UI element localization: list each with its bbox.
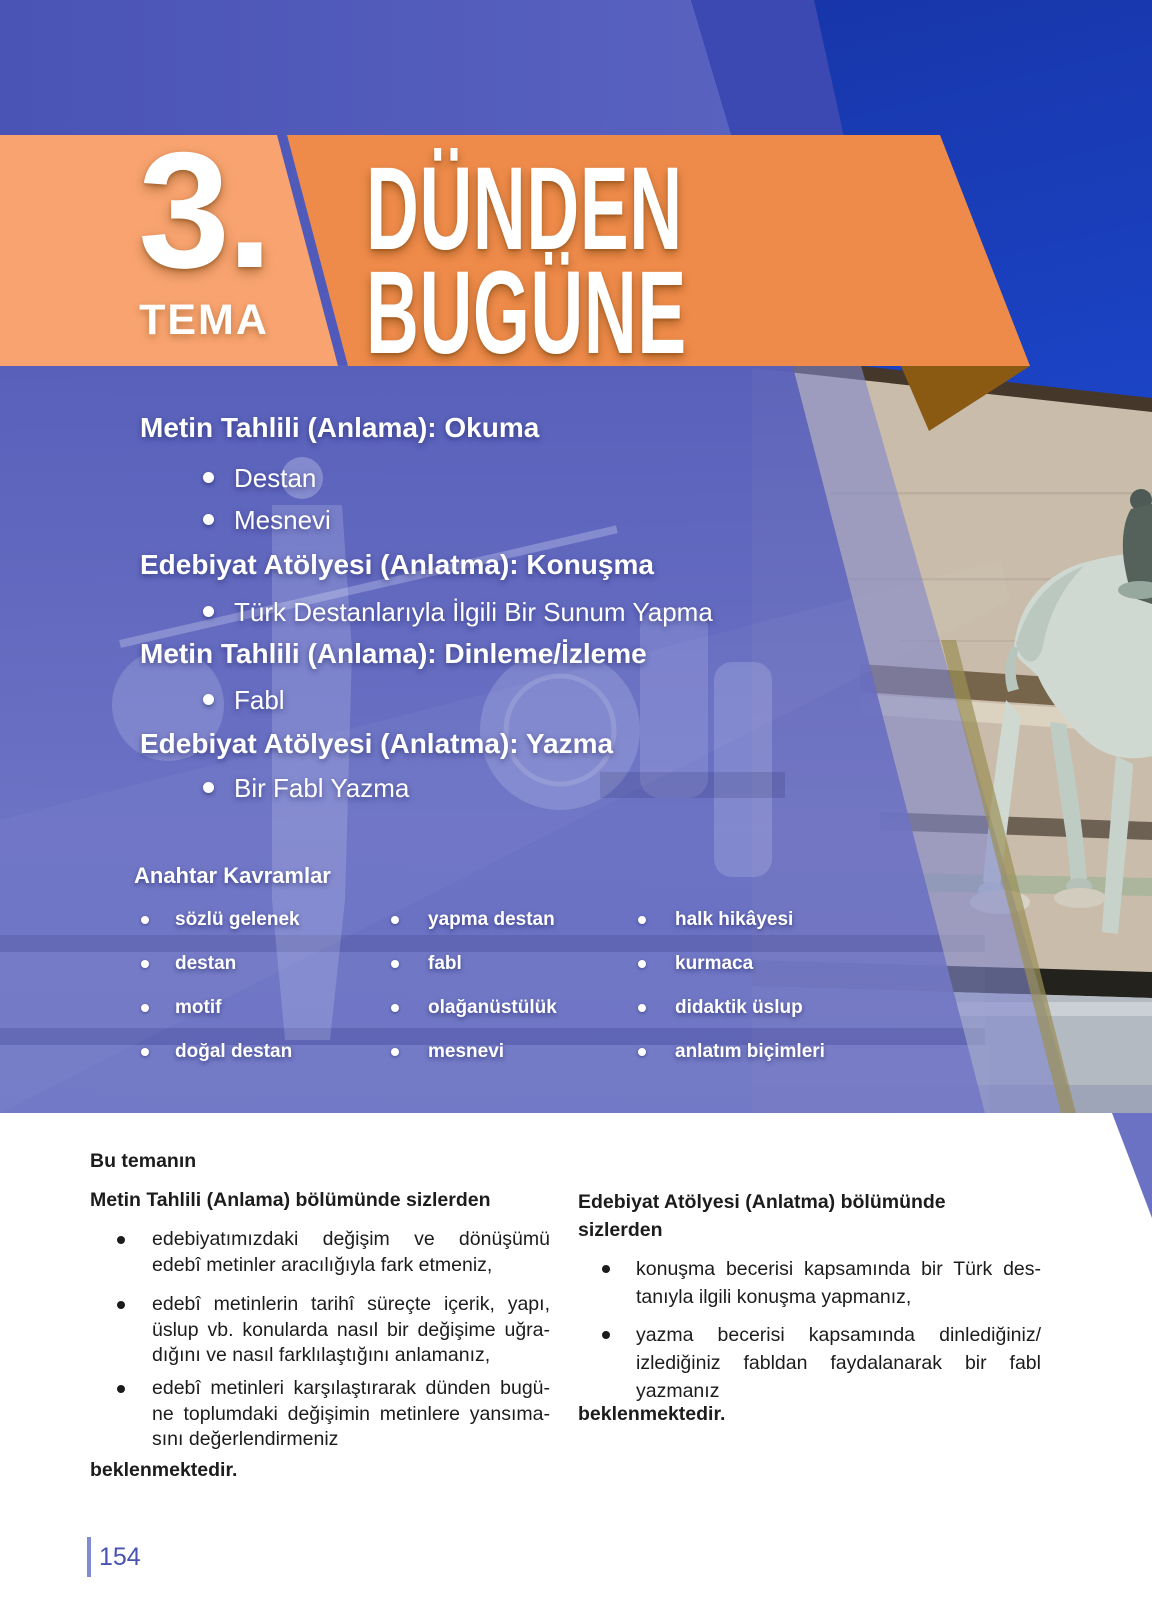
key-concept: mesnevi (428, 1041, 505, 1062)
bullet-line: sını değerlendirmeniz (152, 1428, 339, 1450)
theme-label: TEMA (139, 296, 269, 344)
key-concept: olağanüstülük (428, 997, 557, 1018)
heading-line: sizlerden (578, 1219, 663, 1241)
bullet-line: edebî metinleri karşılaştırarak dünden bugü- (152, 1377, 550, 1399)
overview-item: Destan (234, 463, 317, 493)
bullet-icon (391, 1004, 399, 1012)
bullet-line: konuşma becerisi kapsamında bir Türk des- (636, 1258, 1041, 1280)
bullet-line: yazma becerisi kapsamında dinlediğiniz/ (636, 1324, 1041, 1346)
bullet-line: edebî metinler aracılığıyla fark etmeniz, (152, 1253, 493, 1276)
bullet-line: edebiyatımızdaki değişim ve dönüşümü (152, 1228, 550, 1250)
key-concept: kurmaca (675, 953, 754, 974)
bullet-line: tanıyla ilgili konuşma yapmanız, (636, 1286, 912, 1308)
key-concept: didaktik üslup (675, 997, 803, 1018)
bottom-right-accent (1112, 1113, 1152, 1218)
left-bullet-3 (152, 1376, 550, 1453)
heading-line: Edebiyat Atölyesi (Anlatma) bölümünde (578, 1191, 946, 1213)
theme-title-line2 (366, 247, 883, 379)
bullet-icon (602, 1331, 610, 1339)
page-number: 154 (99, 1543, 141, 1571)
overview-heading: Metin Tahlili (Anlama): Dinleme/İzleme (140, 638, 647, 669)
bullet-line: dığını ve nasıl farklılaştığını anlamanız, (152, 1344, 491, 1366)
bullet-icon (391, 916, 399, 924)
key-concept: fabl (428, 953, 462, 974)
overview-item: Fabl (234, 685, 285, 715)
theme-title-line2-text: BUGÜNE (366, 247, 687, 379)
bullet-icon (203, 472, 214, 483)
bullet-line: edebî metinlerin tarihî süreçte içerik, yapı, (152, 1293, 550, 1315)
key-concept: sözlü gelenek (175, 909, 300, 930)
bullet-line: izlediğiniz fabldan faydalanarak bir fabl (636, 1352, 1041, 1374)
page-number-rule (87, 1537, 91, 1577)
expectations-intro: Bu temanın (90, 1150, 197, 1172)
bullet-icon (203, 782, 214, 793)
key-concept: halk hikâyesi (675, 909, 794, 930)
overview-heading: Edebiyat Atölyesi (Anlatma): Konuşma (140, 549, 654, 580)
key-concept: anlatım biçimleri (675, 1041, 825, 1062)
bullet-icon (203, 514, 214, 525)
bullet-line: yazmanız (636, 1380, 720, 1402)
key-concept: yapma destan (428, 909, 555, 930)
bullet-icon (602, 1265, 610, 1273)
bullet-icon (391, 1048, 399, 1056)
bullet-icon (638, 916, 646, 924)
bullet-line: ne toplumdaki değişimin metinlere yansıma- (152, 1402, 550, 1425)
key-concept: doğal destan (175, 1041, 293, 1062)
bullet-icon (638, 1004, 646, 1012)
bullet-icon (391, 960, 399, 968)
theme-title-line1-text: DÜNDEN (366, 143, 683, 275)
overview-heading: Edebiyat Atölyesi (Anlatma): Yazma (140, 728, 614, 759)
right-column-heading (578, 1188, 1008, 1244)
bullet-line: üslup vb. konularda nasıl bir değişime uğra- (152, 1318, 550, 1341)
overview-item: Türk Destanlarıyla İlgili Bir Sunum Yapma (234, 597, 713, 627)
overview-item: Bir Fabl Yazma (234, 773, 410, 803)
key-concept: motif (175, 997, 222, 1018)
bullet-icon (117, 1236, 125, 1244)
bullet-icon (141, 1048, 149, 1056)
left-bullet-2 (152, 1292, 550, 1369)
bullet-icon (141, 960, 149, 968)
overview-heading: Metin Tahlili (Anlama): Okuma (140, 412, 540, 443)
key-concept: destan (175, 953, 237, 974)
bullet-icon (638, 1048, 646, 1056)
bullet-icon (638, 960, 646, 968)
overview-item: Mesnevi (234, 505, 331, 535)
right-bullet-2 (636, 1321, 1041, 1405)
bullet-icon (117, 1301, 125, 1309)
left-column-closing: beklenmektedir. (90, 1459, 238, 1481)
left-bullet-1 (152, 1227, 550, 1278)
right-column-closing: beklenmektedir. (578, 1403, 726, 1425)
bullet-icon (141, 1004, 149, 1012)
theme-number: 3. (138, 118, 270, 302)
bullet-icon (117, 1385, 125, 1393)
right-bullet-1 (636, 1255, 1041, 1311)
bullet-icon (203, 694, 214, 705)
left-column-heading: Metin Tahlili (Anlama) bölümünde sizlerden (90, 1189, 491, 1211)
bullet-icon (141, 916, 149, 924)
key-concepts-heading: Anahtar Kavramlar (134, 863, 331, 888)
bullet-icon (203, 606, 214, 617)
